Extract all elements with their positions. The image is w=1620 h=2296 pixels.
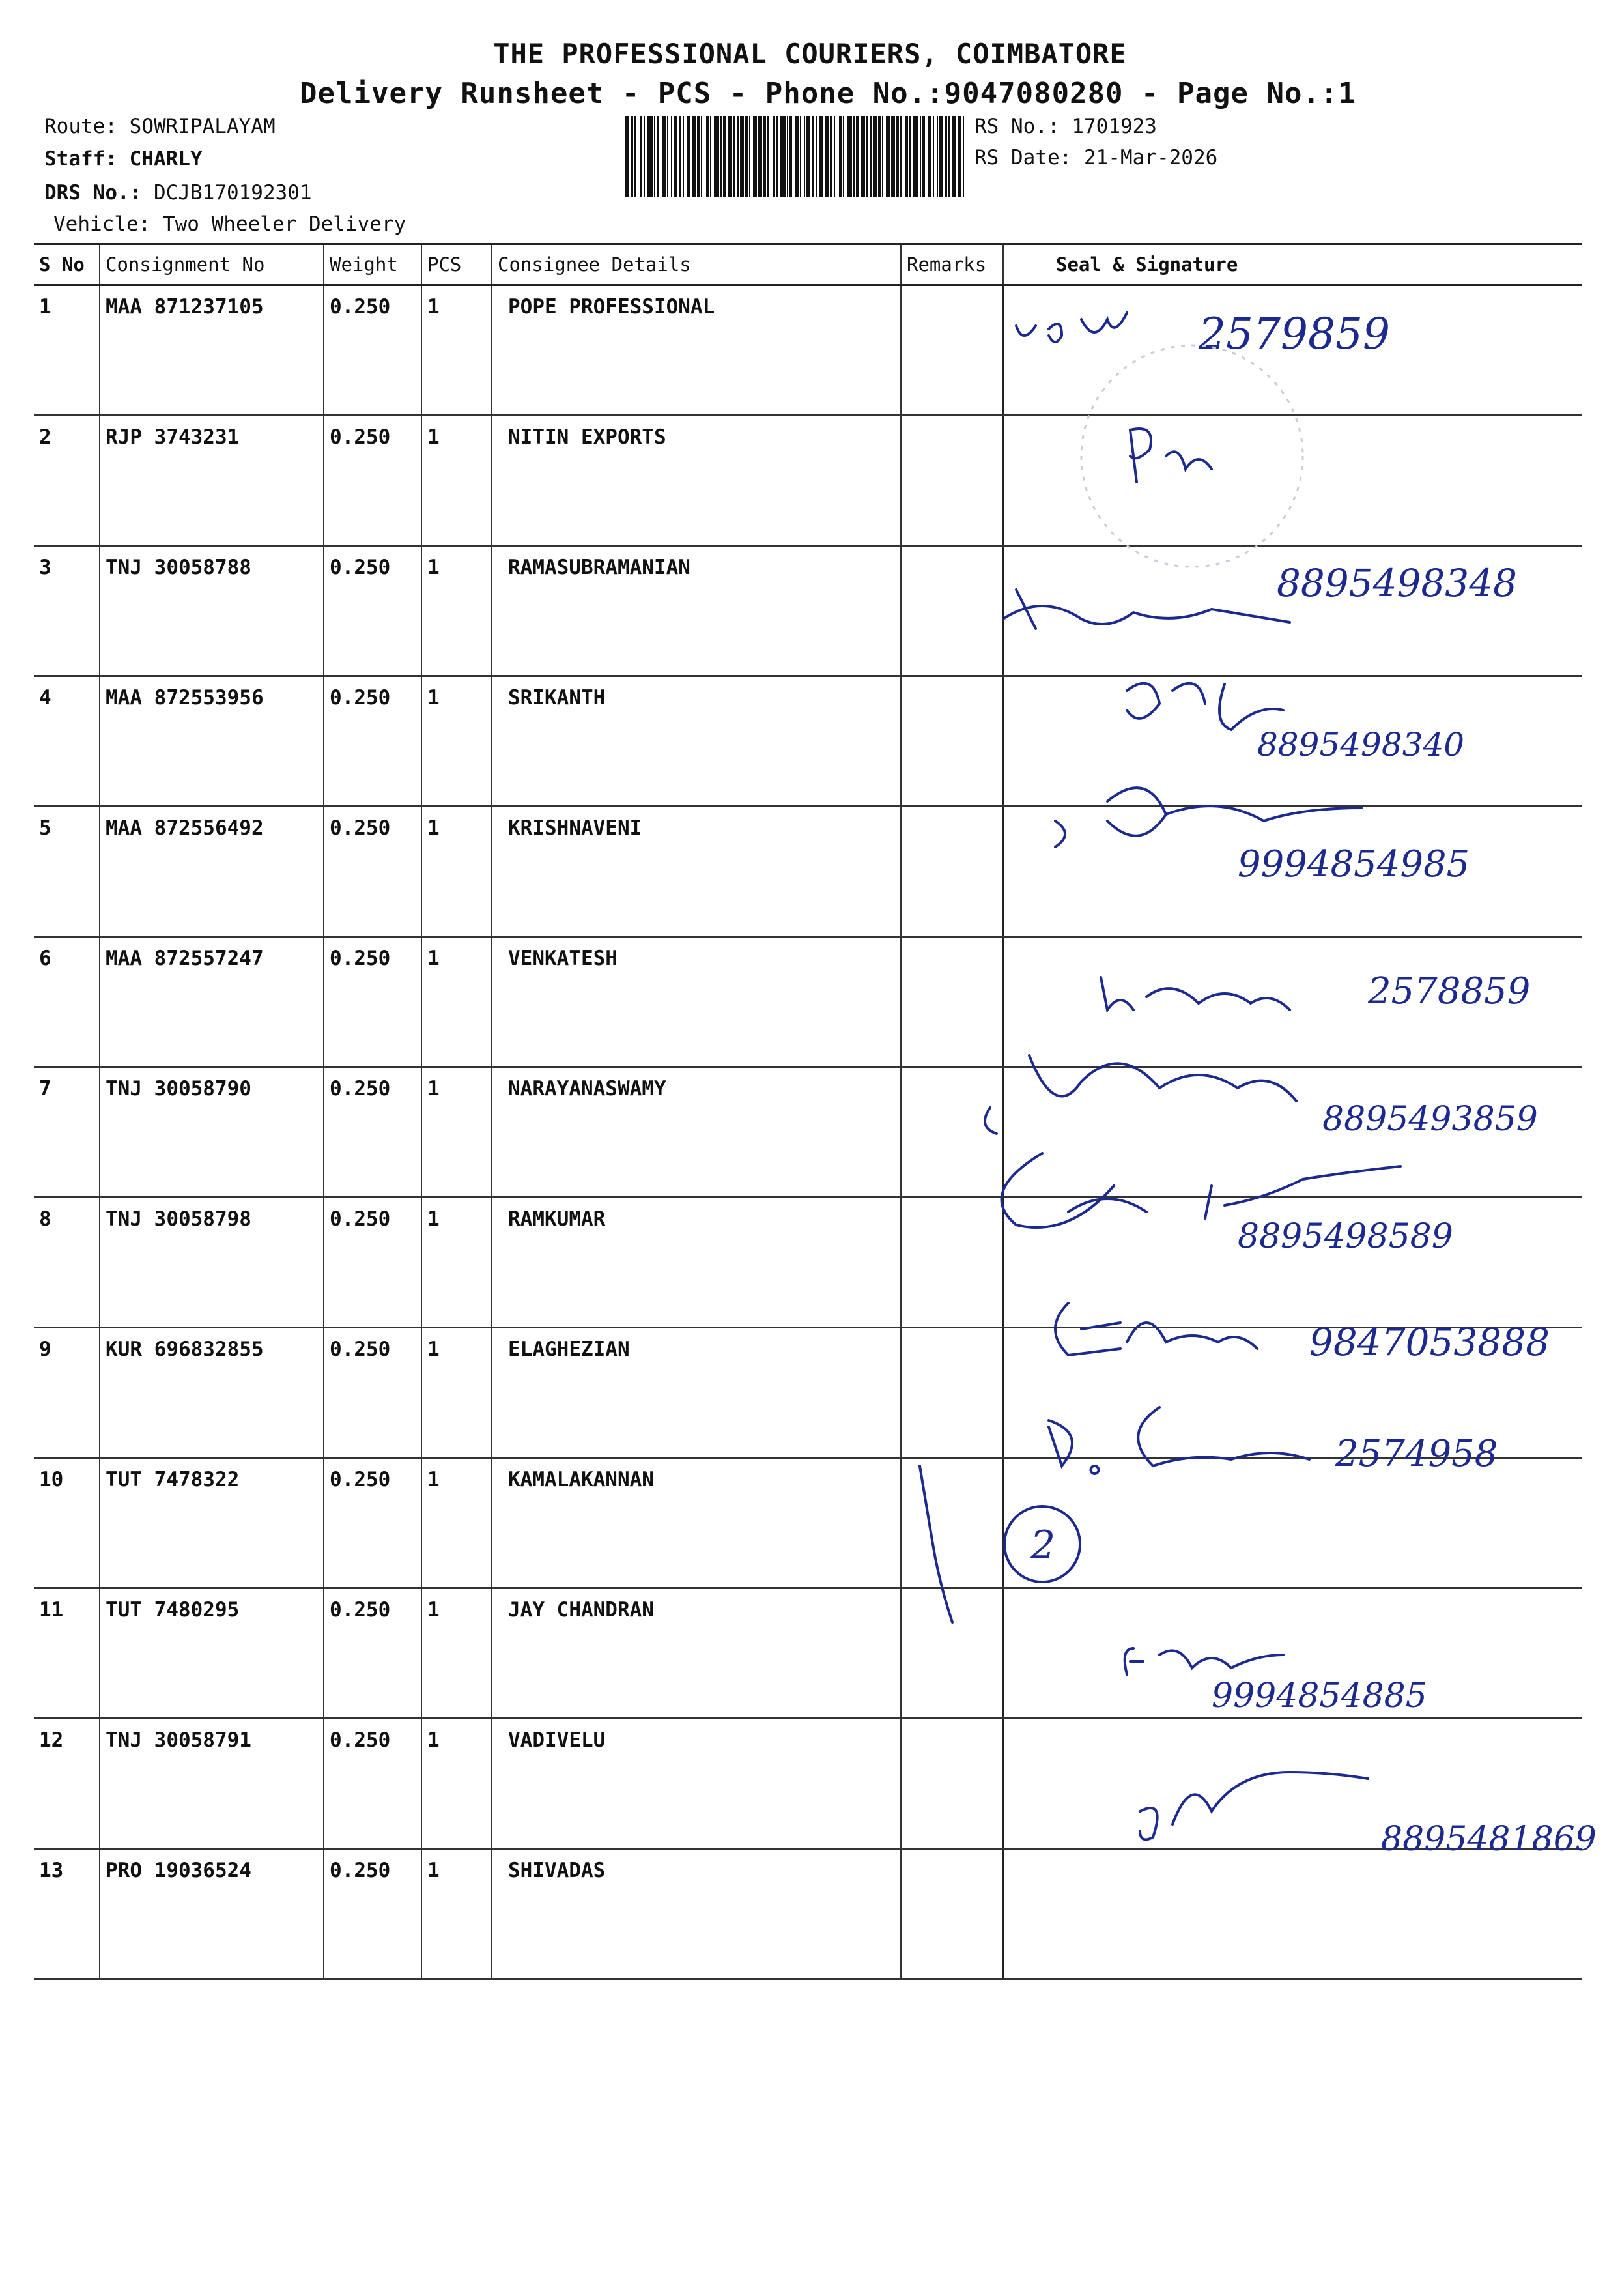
barcode-bar (861, 116, 865, 197)
signature-cell (1003, 1719, 1582, 1849)
consignment-cell: MAA 871237105 (100, 285, 324, 416)
consignment-cell: RJP 3743231 (100, 416, 324, 546)
consignee-cell: ELAGHEZIAN (492, 1328, 901, 1458)
table-row (34, 1849, 1582, 1979)
consignment-cell: TNJ 30058798 (100, 1198, 324, 1328)
signature-number: 8895493859 (1322, 1100, 1538, 1139)
weight-cell: 0.250 (324, 416, 421, 546)
barcode-bar (948, 116, 950, 197)
sno-cell: 2 (34, 416, 100, 546)
signature-cell (1003, 1328, 1582, 1458)
barcode-bar (787, 116, 788, 197)
table-row (34, 285, 1582, 416)
barcode-bar (640, 116, 642, 197)
pcs-cell: 1 (421, 1458, 492, 1588)
table-row (34, 937, 1582, 1067)
barcode-bar (928, 116, 931, 197)
rs-no-label: RS No.: (974, 115, 1060, 138)
consignee-cell: VENKATESH (492, 937, 901, 1067)
table-row (34, 1328, 1582, 1458)
table-row (34, 1198, 1582, 1328)
weight-cell: 0.250 (324, 1719, 421, 1849)
consignee-cell: NARAYANASWAMY (492, 1067, 901, 1198)
consignee-cell: RAMKUMAR (492, 1198, 901, 1328)
table-row (34, 1067, 1582, 1198)
consignment-cell: MAA 872553956 (100, 676, 324, 807)
pcs-cell: 1 (421, 1067, 492, 1198)
barcode-bar (706, 116, 709, 197)
signature-cell (1003, 416, 1582, 546)
signature-cell (1003, 1849, 1582, 1979)
weight-cell: 0.250 (324, 676, 421, 807)
barcode-bar (662, 116, 666, 197)
table-row (34, 676, 1582, 807)
barcode-bar (891, 116, 895, 197)
weight-cell: 0.250 (324, 1067, 421, 1198)
sno-cell: 1 (34, 285, 100, 416)
barcode-bar (625, 116, 629, 197)
signature-number: 2579859 (1199, 309, 1390, 359)
staff-value: CHARLY (129, 147, 203, 171)
barcode-bar (830, 116, 832, 197)
sno-cell: 12 (34, 1719, 100, 1849)
weight-cell: 0.250 (324, 807, 421, 937)
sno-cell: 7 (34, 1067, 100, 1198)
col-weight: Weight (324, 244, 421, 285)
signature-number: 2578859 (1368, 970, 1531, 1012)
weight-cell: 0.250 (324, 1458, 421, 1588)
runsheet-barcode (625, 116, 964, 197)
consignee-cell: KAMALAKANNAN (492, 1458, 901, 1588)
pcs-cell: 1 (421, 285, 492, 416)
barcode-bar (873, 116, 877, 197)
barcode-bar (913, 116, 918, 197)
weight-cell: 0.250 (324, 285, 421, 416)
remarks-cell (901, 1719, 1003, 1849)
table-row (34, 546, 1582, 676)
barcode-bar (839, 116, 842, 197)
pcs-cell: 1 (421, 1328, 492, 1458)
remarks-cell (901, 676, 1003, 807)
barcode-bar (674, 116, 677, 197)
remarks-cell (901, 285, 1003, 416)
barcode-bar (920, 116, 921, 197)
consignee-cell: RAMASUBRAMANIAN (492, 546, 901, 676)
sno-cell: 11 (34, 1588, 100, 1719)
consignment-cell: PRO 19036524 (100, 1849, 324, 1979)
barcode-bar (740, 116, 744, 197)
table-row (34, 807, 1582, 937)
barcode-bar (856, 116, 859, 197)
barcode-bar (847, 116, 852, 197)
pcs-cell: 1 (421, 807, 492, 937)
table-row (34, 1588, 1582, 1719)
remarks-cell (901, 1458, 1003, 1588)
barcode-bar (737, 116, 739, 197)
remarks-cell (901, 807, 1003, 937)
company-title: THE PROFESSIONAL COURIERS, COIMBATORE (493, 38, 1127, 70)
barcode-bar (773, 116, 775, 197)
table-row (34, 416, 1582, 546)
barcode-bar (816, 116, 817, 197)
weight-cell: 0.250 (324, 1328, 421, 1458)
col-consignee: Consignee Details (492, 244, 901, 285)
remarks-cell (901, 416, 1003, 546)
barcode-bar (667, 116, 668, 197)
pcs-cell: 1 (421, 546, 492, 676)
barcode-bar (795, 116, 799, 197)
runsheet-table (34, 243, 1582, 1980)
barcode-bar (657, 116, 659, 197)
signature-number: 2574958 (1335, 1433, 1498, 1475)
signature-number: 9994854985 (1238, 843, 1470, 885)
barcode-bar (933, 116, 934, 197)
barcode-bar (963, 116, 964, 197)
signature-number: 9847053888 (1309, 1320, 1550, 1364)
rs-date-value: 21-Mar-2026 (1083, 146, 1218, 169)
pcs-cell: 1 (421, 1849, 492, 1979)
sno-cell: 8 (34, 1198, 100, 1328)
barcode-bar (714, 116, 719, 197)
consignment-cell: MAA 872556492 (100, 807, 324, 937)
table-row (34, 1719, 1582, 1849)
vehicle-line (53, 212, 406, 236)
sno-cell: 6 (34, 937, 100, 1067)
weight-cell: 0.250 (324, 1588, 421, 1719)
col-remarks: Remarks (901, 244, 1003, 285)
signature-cell (1003, 1458, 1582, 1588)
remarks-cell (901, 1067, 1003, 1198)
pcs-cell: 1 (421, 1588, 492, 1719)
consignee-cell: POPE PROFESSIONAL (492, 285, 901, 416)
route-label: Route: (44, 115, 117, 138)
consignment-cell: TUT 7480295 (100, 1588, 324, 1719)
barcode-bar (834, 116, 835, 197)
barcode-bar (745, 116, 748, 197)
barcode-bar (896, 116, 899, 197)
barcode-bar (905, 116, 908, 197)
signature-cell (1003, 1198, 1582, 1328)
barcode-bar (878, 116, 881, 197)
sno-cell: 5 (34, 807, 100, 937)
signature-cell (1003, 807, 1582, 937)
barcode-bar (939, 116, 943, 197)
consignment-cell: TNJ 30058790 (100, 1067, 324, 1198)
barcode-bar (697, 116, 700, 197)
signature-cell (1003, 937, 1582, 1067)
barcode-bar (776, 116, 778, 197)
signature-number: 2 (1030, 1523, 1056, 1568)
barcode-bar (825, 116, 829, 197)
signature-number: 8895481869 (1381, 1820, 1597, 1859)
pcs-cell: 1 (421, 937, 492, 1067)
vehicle-value: Two Wheeler Delivery (162, 212, 406, 236)
signature-cell (1003, 546, 1582, 676)
barcode-bar (758, 116, 762, 197)
barcode-bar (789, 116, 792, 197)
drs-line (44, 181, 312, 205)
drs-label: DRS No.: (44, 181, 142, 205)
barcode-bar (687, 116, 690, 197)
consignee-cell: KRISHNAVENI (492, 807, 901, 937)
barcode-bar (843, 116, 844, 197)
barcode-bar (952, 116, 956, 197)
weight-cell: 0.250 (324, 937, 421, 1067)
consignee-cell: VADIVELU (492, 1719, 901, 1849)
barcode-bar (882, 116, 883, 197)
barcode-bar (870, 116, 872, 197)
barcode-bar (763, 116, 766, 197)
barcode-bar (800, 116, 801, 197)
remarks-cell (901, 546, 1003, 676)
signature-number: 9994854885 (1212, 1676, 1427, 1715)
signature-number: 8895498589 (1238, 1217, 1453, 1256)
barcode-bar (909, 116, 911, 197)
consignment-cell: TNJ 30058788 (100, 546, 324, 676)
barcode-bar (804, 116, 805, 197)
runsheet-subtitle: Delivery Runsheet - PCS - Phone No.:9047080280 - Page No.:1 (300, 77, 1356, 110)
barcode-bar (767, 116, 769, 197)
weight-cell: 0.250 (324, 1849, 421, 1979)
pcs-cell: 1 (421, 1719, 492, 1849)
sno-cell: 13 (34, 1849, 100, 1979)
rs-date-label: RS Date: (974, 146, 1072, 169)
consignee-cell: SRIKANTH (492, 676, 901, 807)
barcode-bar (720, 116, 722, 197)
weight-cell: 0.250 (324, 546, 421, 676)
barcode-bar (922, 116, 925, 197)
sno-cell: 3 (34, 546, 100, 676)
staff-line (44, 147, 203, 171)
col-pcs: PCS (421, 244, 492, 285)
remarks-cell (901, 937, 1003, 1067)
col-seal: Seal & Signature (1003, 244, 1582, 285)
barcode-bar (644, 116, 645, 197)
barcode-bar (812, 116, 814, 197)
col-consignment: Consignment No (100, 244, 324, 285)
consignment-cell: KUR 696832855 (100, 1328, 324, 1458)
rs-date-line (974, 146, 1217, 169)
barcode-bar (647, 116, 653, 197)
remarks-cell (901, 1198, 1003, 1328)
signature-cell (1003, 285, 1582, 416)
barcode-bar (733, 116, 735, 197)
table-header-row (34, 244, 1582, 285)
barcode-bar (671, 116, 672, 197)
barcode-bar (886, 116, 890, 197)
barcode-bar (692, 116, 696, 197)
consignment-cell: TNJ 30058791 (100, 1719, 324, 1849)
barcode-bar (753, 116, 757, 197)
barcode-bar (866, 116, 868, 197)
vehicle-label: Vehicle: (53, 212, 151, 236)
consignee-cell: SHIVADAS (492, 1849, 901, 1979)
rs-no-value: 1701923 (1072, 115, 1157, 138)
signature-number: 8895498340 (1257, 726, 1465, 764)
route-value: SOWRIPALAYAM (129, 115, 276, 138)
signature-cell (1003, 676, 1582, 807)
signature-cell (1003, 1067, 1582, 1198)
barcode-bar (679, 116, 681, 197)
barcode-bar (853, 116, 855, 197)
consignee-cell: JAY CHANDRAN (492, 1588, 901, 1719)
signature-number: 8895498348 (1277, 561, 1518, 605)
table-row (34, 1458, 1582, 1588)
barcode-bar (723, 116, 726, 197)
barcode-bar (749, 116, 750, 197)
barcode-bar (728, 116, 732, 197)
barcode-bar (958, 116, 961, 197)
sno-cell: 4 (34, 676, 100, 807)
signature-cell (1003, 1588, 1582, 1719)
pcs-cell: 1 (421, 416, 492, 546)
sno-cell: 10 (34, 1458, 100, 1588)
barcode-bar (780, 116, 786, 197)
barcode-bar (937, 116, 938, 197)
staff-label: Staff: (44, 147, 117, 171)
consignee-cell: NITIN EXPORTS (492, 416, 901, 546)
barcode-bar (631, 116, 633, 197)
pcs-cell: 1 (421, 676, 492, 807)
remarks-cell (901, 1328, 1003, 1458)
barcode-bar (654, 116, 655, 197)
consignment-cell: TUT 7478322 (100, 1458, 324, 1588)
barcode-bar (634, 116, 636, 197)
pcs-cell: 1 (421, 1198, 492, 1328)
barcode-bar (806, 116, 810, 197)
barcode-bar (683, 116, 684, 197)
rs-no-line (974, 115, 1157, 138)
col-sno: S No (34, 244, 100, 285)
barcode-bar (710, 116, 711, 197)
consignment-cell: MAA 872557247 (100, 937, 324, 1067)
barcode-bar (701, 116, 702, 197)
weight-cell: 0.250 (324, 1198, 421, 1328)
barcode-bar (819, 116, 823, 197)
sno-cell: 9 (34, 1328, 100, 1458)
remarks-cell (901, 1849, 1003, 1979)
barcode-bar (900, 116, 902, 197)
route-line (44, 115, 276, 138)
remarks-cell (901, 1588, 1003, 1719)
barcode-bar (945, 116, 947, 197)
drs-value: DCJB170192301 (153, 181, 312, 205)
